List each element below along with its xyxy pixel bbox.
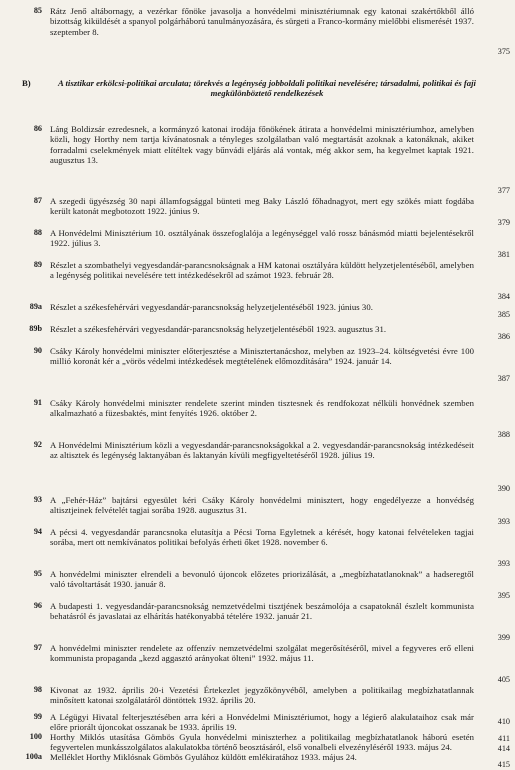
entry-page: 375: [497, 47, 510, 56]
entry-text: A Honvédelmi Minisztérium közli a vegyesdandár-parancsnokságokkal a 2. vegyesdandár-parancsnokság intézkedéseit az altisztek és legénység laktanyában és laktanyán kívüli megfigyeltetéséről 1928. július 19.: [50, 440, 474, 461]
entry-text: A honvédelmi miniszter elrendeli a bevonuló újoncok előzetes priorizálását, a „megbízhatatlanoknak” a hadseregtől való távoltartását 1930. január 8.: [50, 569, 474, 590]
entry-number: 100a: [25, 752, 42, 761]
entry-page: 379: [497, 218, 510, 227]
section-title: A tisztikar erkölcsi-politikai arculata; törekvés a legénység jobboldali politikai nevelésére; társadalmi, politikai és faji megkülönböztető rendelkezések: [58, 78, 476, 99]
entry-text: Részlet a szombathelyi vegyesdandár-parancsnokságnak a HM katonai osztályára küldött helyzetjelentéséből, amelyben a legénység politikai nevelésére tett intézkedésekről ad számot 1923. február 28.: [50, 260, 474, 281]
entry-page: 410: [497, 717, 510, 726]
entry-number: 100: [29, 732, 42, 741]
entry-text: A Honvédelmi Minisztérium 10. osztályának összefoglalója a legénységgel való rossz bánásmód miatti bejelentésekről 1922. július 3.: [50, 228, 474, 249]
entry-text: Csáky Károly honvédelmi miniszter rendelete szerint minden tisztesnek és rendfokozat nélküli honvédnek szemben alkalmazható a füzesbaktés, mint fenyítés 1926. október 2.: [50, 398, 474, 419]
entry-page: 381: [497, 250, 510, 259]
entry-number: 87: [33, 196, 42, 205]
entry-text: Melléklet Horthy Miklósnak Gömbös Gyulához küldött emlékiratához 1933. május 24.: [50, 752, 357, 762]
entry-page: 390: [497, 484, 510, 493]
entry-page: 393: [497, 559, 510, 568]
entry-page: 405: [497, 675, 510, 684]
entry-page: 414: [497, 744, 510, 753]
entry-text: Horthy Miklós utasítása Gömbös Gyula honvédelmi miniszterhez a politikailag megbízhatatlanok háború esetén fegyvertelen munkásszolgálatos alakulatokba történő beosztásáról, első vonalbeli elvezényléséről 1933. május 24.: [50, 732, 474, 753]
entry-text: A Légügyi Hivatal felterjesztésében arra kéri a Honvédelmi Minisztériumot, hogy a légierő alakulataihoz csak már előre priorált újoncokat osszanak be 1933. április 19.: [50, 712, 474, 733]
entry-number: 93: [33, 495, 42, 504]
entry-number: 94: [33, 527, 42, 536]
entry-text: A budapesti 1. vegyesdandár-parancsnokság nemzetvédelmi tisztjének beszámolója a csapatoknál észlelt kommunista behatásról és javaslatai az elhárítás hatékonyabbá tételére 1932. január 21.: [50, 601, 474, 622]
entry-number: 89b: [29, 324, 42, 333]
entry-text: Csáky Károly honvédelmi miniszter előterjesztése a Minisztertanácshoz, melyben az 1923–24. költségvetési évre 100 millió koronát kér a „vörös védelmi intézkedések megtételének előmozdítására” 1924. január 14.: [50, 346, 474, 367]
entry-number: 88: [33, 228, 42, 237]
entry-number: 95: [33, 569, 42, 578]
entry-number: 86: [33, 124, 42, 133]
entry-page: 386: [497, 332, 510, 341]
entry-text: Láng Boldizsár ezredesnek, a kormányzó katonai irodája főnökének átirata a honvédelmi minisztériumhoz, amelyben közli, hogy Horthy nem tartja kívánatosnak a tényleges szolgálatban való megtartását azoknak a katonáknak, akiket forradalmi cselekmények miatt elítéltek vagy bűnvádi eljárás alá vontak, még akkor sem, ha kegyelmet kaptak 1921. augusztus 13.: [50, 124, 474, 166]
entry-text: A „Fehér-Ház” bajtársi egyesület kéri Csáky Károly honvédelmi minisztert, hogy engedélyezze a honvédség altisztjeinek felvételét tagjai sorába 1928. augusztus 31.: [50, 495, 474, 516]
entry-number: 98: [33, 685, 42, 694]
entry-page: 399: [497, 633, 510, 642]
entry-number: 96: [33, 601, 42, 610]
entry-number: 99: [33, 712, 42, 721]
entry-number: 90: [33, 346, 42, 355]
entry-text: A pécsi 4. vegyesdandár parancsnoka elutasítja a Pécsi Torna Egyletnek a kérését, hogy katonai felvételeken tagjai sorába, mert ott nemkívánatos politikai befolyás érheti őket 1928. november 6.: [50, 527, 474, 548]
entry-page: 377: [497, 186, 510, 195]
entry-page: 395: [497, 591, 510, 600]
entry-number: 92: [33, 440, 42, 449]
entry-text: A honvédelmi miniszter rendelete az offenzív nemzetvédelmi szolgálat megerősítéséről, mivel a fegyveres erő elleni kommunista propaganda „kezd aggasztó arányokat ölteni” 1932. május 11.: [50, 643, 474, 664]
entry-page: 387: [497, 374, 510, 383]
entry-text: A szegedi ügyészség 30 napi államfogsággal bünteti meg Baky László főhadnagyot, mert egy szökés miatt fogdába került katonát megbotozott 1922. június 9.: [50, 196, 474, 217]
entry-number: 91: [33, 398, 42, 407]
entry-page: 388: [497, 430, 510, 439]
entry-number: 85: [33, 6, 42, 15]
entry-text: Kivonat az 1932. április 20-i Vezetési Értekezlet jegyzőkönyvéből, amelyben a politikailag megbízhatatlannak minősített katonai szolgálatáról döntöttek 1932. április 20.: [50, 685, 474, 706]
entry-text: Részlet a székesfehérvári vegyesdandár-parancsnokság helyzetjelentéséből 1923. augusztus 31.: [50, 324, 387, 334]
entry-number: 89a: [29, 302, 42, 311]
entry-page: 384: [497, 292, 510, 301]
entry-number: 97: [33, 643, 42, 652]
entry-page: 411: [498, 734, 510, 743]
section-label: B): [22, 78, 31, 88]
entry-page: 393: [497, 517, 510, 526]
entry-page: 415: [497, 760, 510, 769]
entry-number: 89: [33, 260, 42, 269]
entry-text: Rátz Jenő altábornagy, a vezérkar főnöke javasolja a honvédelmi minisztériumnak egy katonai szakértőkből álló bizottság kiküldését a spanyol polgárháború tanulmányozására, és sürgeti a Franco-kormány mielőbbi elismerését 1937. szeptember 8.: [50, 6, 474, 37]
entry-text: Részlet a székesfehérvári vegyesdandár-parancsnokság helyzetjelentéséből 1923. június 30.: [50, 302, 373, 312]
entry-page: 385: [497, 310, 510, 319]
